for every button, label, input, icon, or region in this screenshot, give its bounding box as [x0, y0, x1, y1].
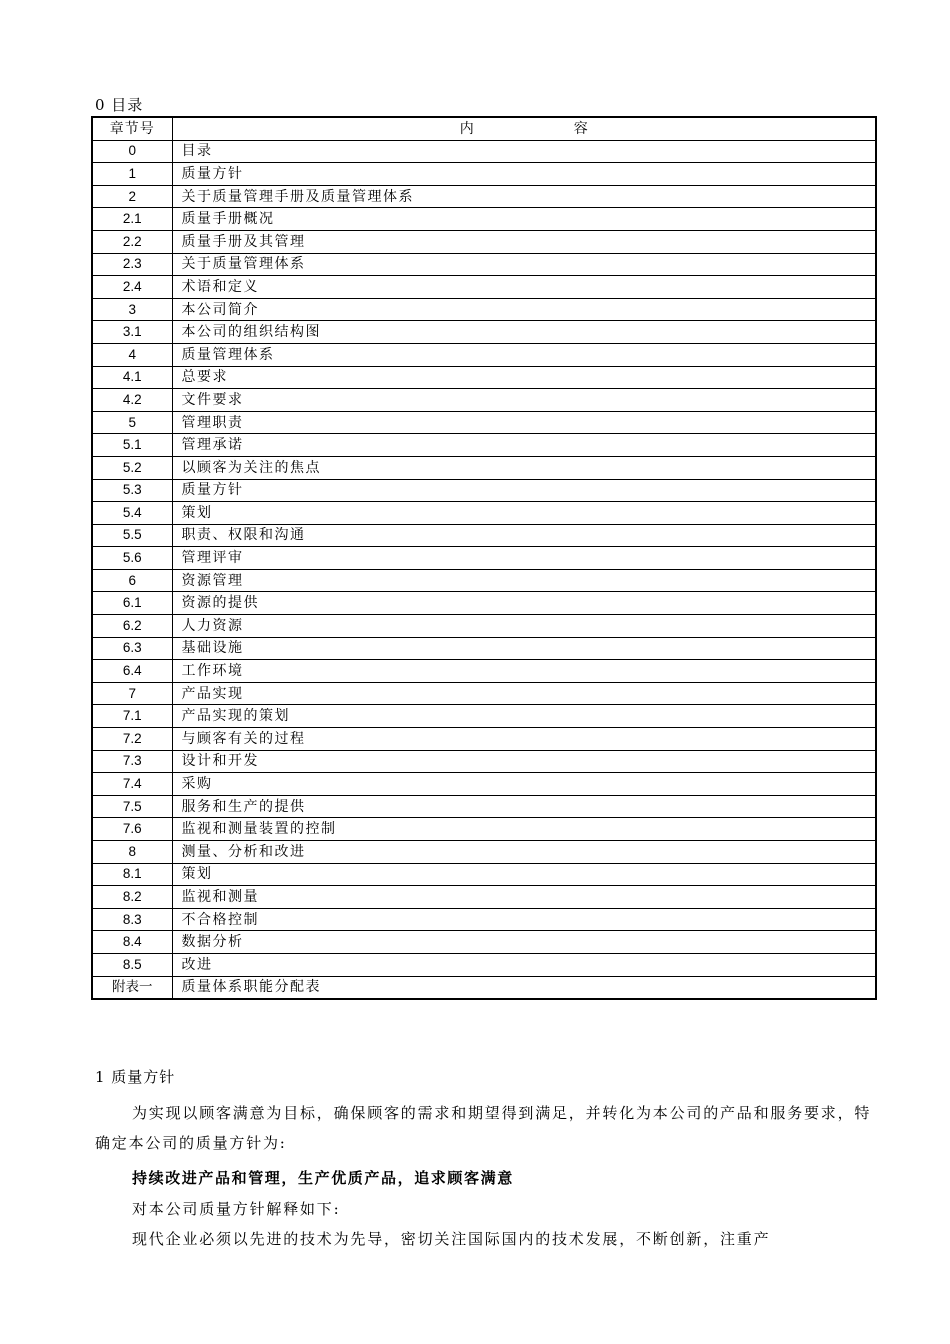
- chapter-number: 4.2: [92, 389, 172, 412]
- chapter-title: 资源管理: [172, 569, 876, 592]
- chapter-title: 关于质量管理体系: [172, 253, 876, 276]
- table-row: [92, 411, 876, 434]
- section-heading: 1 质量方针: [95, 1068, 176, 1086]
- table-row: [92, 502, 876, 525]
- chapter-number: 4: [92, 343, 172, 366]
- table-row: [92, 728, 876, 751]
- table-row: [92, 321, 876, 344]
- table-row: [92, 253, 876, 276]
- table-row: [92, 343, 876, 366]
- chapter-title: 与顾客有关的过程: [172, 728, 876, 751]
- table-row: [92, 682, 876, 705]
- chapter-number: 8.3: [92, 908, 172, 931]
- table-row: [92, 276, 876, 299]
- table-row: [92, 208, 876, 231]
- table-row: [92, 976, 876, 999]
- chapter-title: 本公司的组织结构图: [172, 321, 876, 344]
- chapter-number: 6.4: [92, 660, 172, 683]
- toc-body: [92, 140, 876, 999]
- table-row: [92, 185, 876, 208]
- table-row: [92, 163, 876, 186]
- chapter-title: 设计和开发: [172, 750, 876, 773]
- table-row: [92, 818, 876, 841]
- chapter-title: 产品实现的策划: [172, 705, 876, 728]
- chapter-title: 管理职责: [172, 411, 876, 434]
- table-row: [92, 230, 876, 253]
- chapter-title: 改进: [172, 953, 876, 976]
- chapter-number: 7.5: [92, 795, 172, 818]
- chapter-title: 管理承诺: [172, 434, 876, 457]
- chapter-title: 工作环境: [172, 660, 876, 683]
- chapter-number: 7.4: [92, 773, 172, 796]
- table-row: [92, 615, 876, 638]
- col-header-number: 章节号: [92, 117, 172, 140]
- chapter-number: 5.4: [92, 502, 172, 525]
- chapter-number: 3: [92, 298, 172, 321]
- chapter-number: 6: [92, 569, 172, 592]
- col-header-content-left: 内: [459, 120, 474, 137]
- table-row: [92, 863, 876, 886]
- chapter-number: 5: [92, 411, 172, 434]
- table-row: [92, 298, 876, 321]
- chapter-title: 管理评审: [172, 547, 876, 570]
- chapter-number: 1: [92, 163, 172, 186]
- chapter-title: 人力资源: [172, 615, 876, 638]
- chapter-title: 质量方针: [172, 479, 876, 502]
- chapter-title: 数据分析: [172, 931, 876, 954]
- chapter-title: 目录: [172, 140, 876, 163]
- chapter-number: 6.3: [92, 637, 172, 660]
- table-row: [92, 660, 876, 683]
- table-row: [92, 366, 876, 389]
- chapter-number: 3.1: [92, 321, 172, 344]
- chapter-title: 采购: [172, 773, 876, 796]
- chapter-number: 附表一: [92, 976, 172, 999]
- chapter-number: 7.1: [92, 705, 172, 728]
- chapter-title: 策划: [172, 863, 876, 886]
- chapter-title: 术语和定义: [172, 276, 876, 299]
- chapter-number: 7.3: [92, 750, 172, 773]
- table-row: [92, 795, 876, 818]
- chapter-title: 质量方针: [172, 163, 876, 186]
- toc-heading: 0 目录: [95, 96, 144, 114]
- chapter-title: 测量、分析和改进: [172, 841, 876, 864]
- policy-explanation-lead: 对本公司质量方针解释如下:: [132, 1200, 341, 1218]
- chapter-number: 6.1: [92, 592, 172, 615]
- chapter-number: 7.6: [92, 818, 172, 841]
- chapter-number: 8: [92, 841, 172, 864]
- table-row: [92, 931, 876, 954]
- chapter-number: 2.2: [92, 230, 172, 253]
- chapter-title: 监视和测量装置的控制: [172, 818, 876, 841]
- chapter-title: 质量手册概况: [172, 208, 876, 231]
- chapter-number: 5.1: [92, 434, 172, 457]
- table-row: [92, 773, 876, 796]
- chapter-title: 职责、权限和沟通: [172, 524, 876, 547]
- table-row: [92, 705, 876, 728]
- chapter-number: 7.2: [92, 728, 172, 751]
- table-row: [92, 953, 876, 976]
- chapter-title: 本公司简介: [172, 298, 876, 321]
- table-row: [92, 140, 876, 163]
- table-row: [92, 524, 876, 547]
- chapter-title: 服务和生产的提供: [172, 795, 876, 818]
- table-row: [92, 592, 876, 615]
- chapter-number: 2.4: [92, 276, 172, 299]
- chapter-number: 8.4: [92, 931, 172, 954]
- policy-explanation-paragraph: 现代企业必须以先进的技术为先导，密切关注国际国内的技术发展，不断创新，注重产: [132, 1230, 771, 1248]
- chapter-number: 7: [92, 682, 172, 705]
- policy-intro-paragraph: 为实现以顾客满意为目标，确保顾客的需求和期望得到满足，并转化为本公司的产品和服务要求，特确定本公司的质量方针为:: [95, 1104, 872, 1152]
- chapter-title: 策划: [172, 502, 876, 525]
- chapter-number: 5.2: [92, 456, 172, 479]
- chapter-number: 6.2: [92, 615, 172, 638]
- chapter-title: 不合格控制: [172, 908, 876, 931]
- chapter-number: 0: [92, 140, 172, 163]
- chapter-title: 关于质量管理手册及质量管理体系: [172, 185, 876, 208]
- table-row: [92, 456, 876, 479]
- chapter-number: 8.1: [92, 863, 172, 886]
- chapter-title: 文件要求: [172, 389, 876, 412]
- chapter-number: 2: [92, 185, 172, 208]
- chapter-title: 监视和测量: [172, 886, 876, 909]
- table-row: [92, 547, 876, 570]
- chapter-title: 基础设施: [172, 637, 876, 660]
- chapter-number: 2.1: [92, 208, 172, 231]
- toc-header-row: [92, 117, 876, 140]
- chapter-title: 以顾客为关注的焦点: [172, 456, 876, 479]
- chapter-title: 质量体系职能分配表: [172, 976, 876, 999]
- chapter-number: 5.3: [92, 479, 172, 502]
- col-header-content-right: 容: [573, 120, 588, 137]
- table-row: [92, 479, 876, 502]
- chapter-title: 资源的提供: [172, 592, 876, 615]
- chapter-title: 质量手册及其管理: [172, 230, 876, 253]
- table-row: [92, 569, 876, 592]
- table-row: [92, 750, 876, 773]
- toc-table: [91, 116, 877, 1000]
- chapter-number: 8.2: [92, 886, 172, 909]
- chapter-number: 5.6: [92, 547, 172, 570]
- table-row: [92, 434, 876, 457]
- chapter-number: 5.5: [92, 524, 172, 547]
- chapter-title: 总要求: [172, 366, 876, 389]
- quality-policy-statement: 持续改进产品和管理，生产优质产品，追求顾客满意: [132, 1169, 514, 1187]
- table-row: [92, 637, 876, 660]
- chapter-number: 8.5: [92, 953, 172, 976]
- table-row: [92, 908, 876, 931]
- table-row: [92, 886, 876, 909]
- table-row: [92, 841, 876, 864]
- chapter-title: 产品实现: [172, 682, 876, 705]
- chapter-number: 2.3: [92, 253, 172, 276]
- chapter-title: 质量管理体系: [172, 343, 876, 366]
- table-row: [92, 389, 876, 412]
- col-header-content: [172, 117, 876, 140]
- chapter-number: 4.1: [92, 366, 172, 389]
